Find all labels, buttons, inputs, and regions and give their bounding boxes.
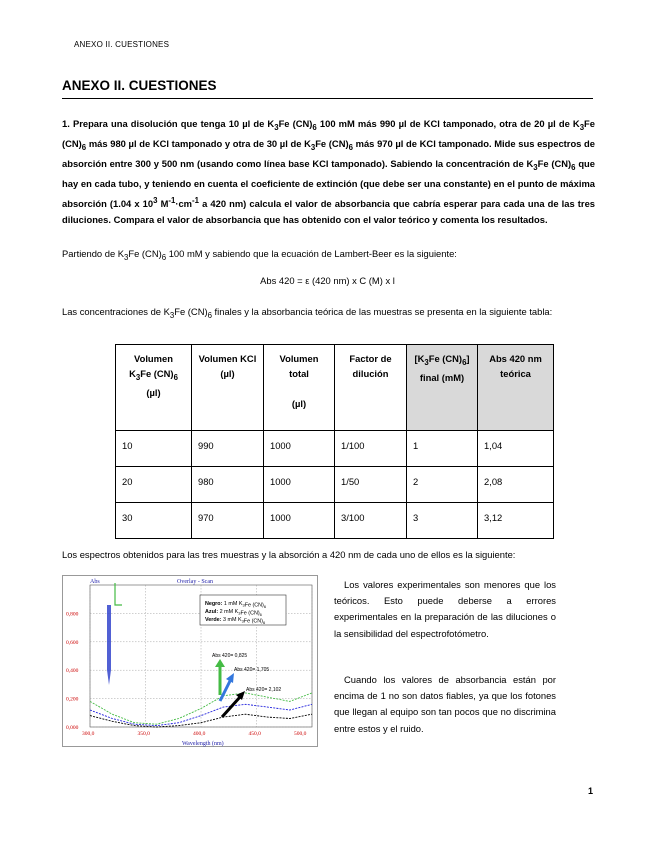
col-header-abs-theoretical: Abs 420 nm teórica — [478, 345, 554, 431]
title-divider — [62, 98, 593, 99]
x-tick-label: 500,0 — [294, 731, 307, 737]
x-tick-label: 300,0 — [82, 731, 95, 737]
y-tick-label: 0,800 — [66, 611, 79, 618]
legend-entry-negro: Negro: 1 mM $K_3Fe$ $(CN)_6$ — [205, 601, 267, 609]
y-tick-label: 0,200 — [66, 696, 79, 703]
page-number: 1 — [588, 786, 594, 796]
cell: 980 — [192, 467, 264, 503]
cell: 1000 — [264, 467, 335, 503]
table-row — [116, 431, 554, 467]
annotation-green: Abs 420= 0,825 — [212, 653, 248, 659]
col-header-vol-total: Volumen total (µl) — [264, 345, 335, 431]
annotation-black: Abs 420= 2,102 — [246, 687, 282, 693]
y-tick-label: 0,400 — [66, 668, 79, 675]
page-title: ANEXO II. CUESTIONES — [62, 78, 217, 93]
chart-title: Overlay - Scan — [177, 579, 213, 585]
cell: 1/50 — [335, 467, 407, 503]
cell: 1000 — [264, 503, 335, 539]
x-tick-label: 400,0 — [193, 731, 206, 737]
question-1 — [62, 116, 595, 228]
cell: 2 — [407, 467, 478, 503]
cell: 1000 — [264, 431, 335, 467]
cell: 3 — [407, 503, 478, 539]
cell: 2,08 — [478, 467, 554, 503]
cell: 1,04 — [478, 431, 554, 467]
results-table — [115, 344, 554, 539]
cell: 3/100 — [335, 503, 407, 539]
cell: 1/100 — [335, 431, 407, 467]
x-tick-label: 450,0 — [248, 731, 261, 737]
cell: 990 — [192, 431, 264, 467]
col-header-vol-k3fe: Volumen $K_3Fe$ $(CN)_6$ (µl) — [116, 345, 192, 431]
annotation-blue: Abs 420= 1,705 — [234, 667, 270, 673]
y-tick-label: 0,000 — [66, 725, 79, 731]
spectra-intro-paragraph: Los espectros obtenidos para las tres muestras y la absorción a 420 nm de cada uno de ellos es la siguiente: — [62, 549, 516, 560]
discussion-paragraph-1: Los valores experimentales son menores que los teóricos. Esto puede deberse a errores experimentales en la preparación de las diluciones o la sensibilidad del espectrofotómetro. — [334, 579, 556, 639]
table-row — [116, 503, 554, 539]
absorption-spectrum-chart — [62, 575, 318, 747]
col-header-vol-kcl: Volumen KCl (µl) — [192, 345, 264, 431]
x-axis-label: Wavelength (nm) — [182, 741, 224, 747]
x-tick-label: 350,0 — [137, 731, 150, 737]
discussion-paragraph-2: Cuando los valores de absorbancia están por encima de 1 no son datos fiables, ya que los fotones que llegan al equipo son tan pocos que no discrimina entre estos y el ruido. — [334, 674, 556, 734]
col-header-dilution: Factor de dilución — [335, 345, 407, 431]
y-tick-label: 0,600 — [66, 639, 79, 646]
cell: 20 — [116, 467, 192, 503]
table-row — [116, 467, 554, 503]
cell: 3,12 — [478, 503, 554, 539]
table-header-row — [116, 345, 554, 431]
cell: 1 — [407, 431, 478, 467]
cell: 970 — [192, 503, 264, 539]
spectrum-spike — [107, 605, 111, 685]
y-axis-label: Abs — [90, 579, 100, 585]
question-number: 1. — [62, 118, 70, 129]
col-header-concentration: [$K_3Fe$ $(CN)_6$] final (mM) — [407, 345, 478, 431]
cell: 10 — [116, 431, 192, 467]
question-text: Prepara una disolución que tenga 10 µl de $K_3Fe$ $(CN)_6$ 100 mM más 990 µl de KCl tamponado, otra de 20 µl de $K_3Fe$ $(CN)_6$ más 980 µl de KCl tamponado y otra de 30 µl de $K_3Fe$ $(CN)_6$ más 970 µl de KCl tamponado. Mide sus espectros de absorción entre 300 y 500 nm (usando como línea base KCl tamponado). Sabiendo la concentración de $K_3Fe$ $(CN)_6$ que hay en cada tubo, y teniendo en cuenta el coeficiente de extinción (que debe ser una constante) en el punto de máxima absorción (1.04 x $10^3$ $M^{-1}\cdot cm^{-1}$ a 420 nm) calcula el valor de absorbancia que cabría esperar para cada una de las tres diluciones. Compara el valor de absorbancia que has obtenido con el valor teórico y comenta los resultados. — [62, 118, 595, 225]
intro-paragraph: Partiendo de $K_3Fe$ $(CN)_6$ 100 mM y sabiendo que la ecuación de Lambert-Beer es la siguiente: — [62, 248, 457, 262]
table-intro-paragraph: Las concentraciones de $K_3Fe$ $(CN)_6$ finales y la absorbancia teórica de las muestras se presenta en la siguiente tabla: — [62, 306, 553, 320]
legend-entry-azul: Azul: 2 mM $K_3Fe$ $(CN)_6$ — [205, 609, 262, 617]
spectrum-svg — [62, 575, 318, 747]
running-header: ANEXO II. CUESTIONES — [74, 40, 170, 49]
legend-entry-verde: Verde: 3 mM $K_3Fe$ $(CN)_6$ — [205, 617, 266, 625]
lambert-beer-formula: Abs 420 = ε (420 nm) x C (M) x l — [260, 275, 395, 286]
cell: 30 — [116, 503, 192, 539]
